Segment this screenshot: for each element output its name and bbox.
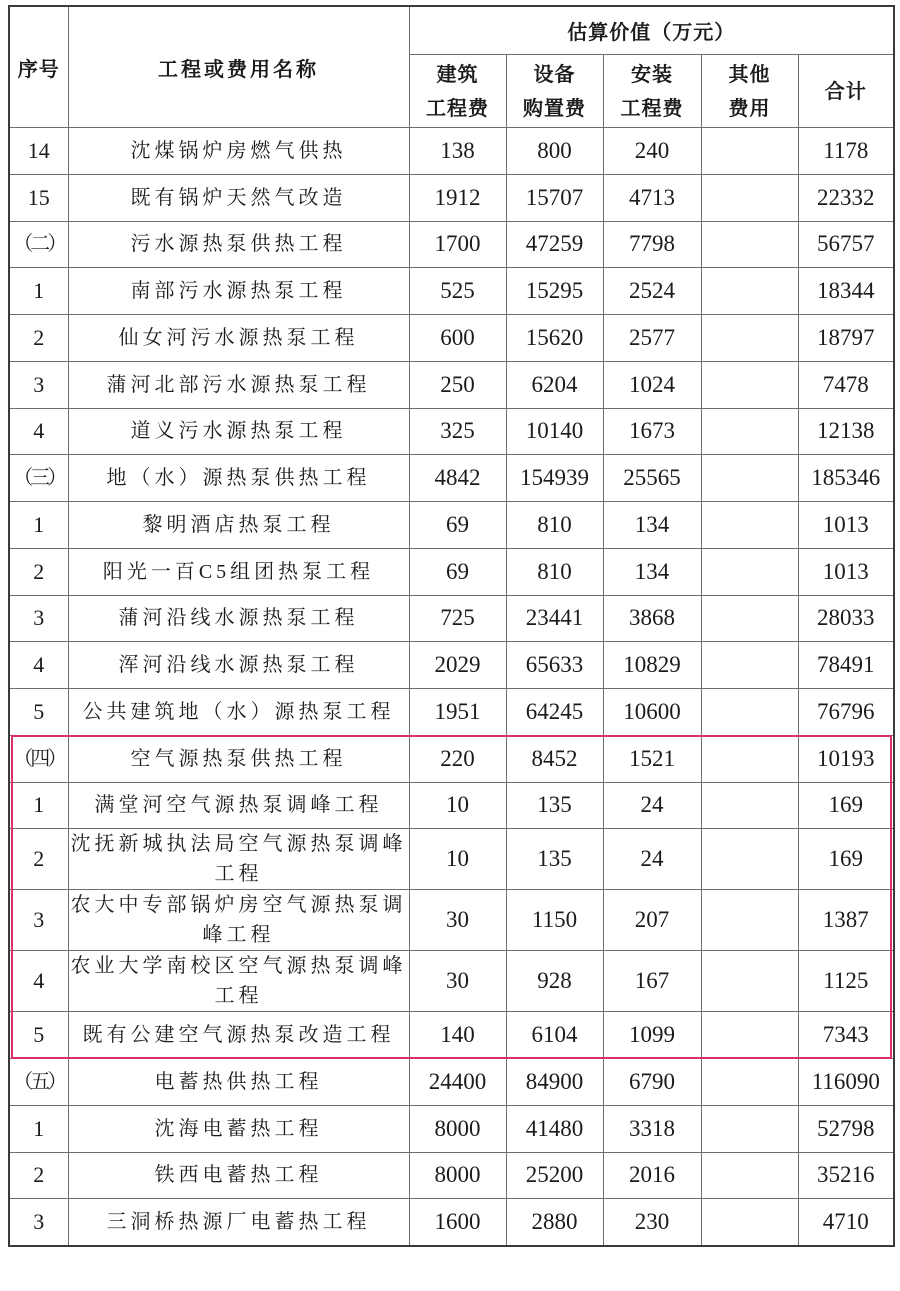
- project-name-cell: 沈煤锅炉房燃气供热: [68, 128, 409, 175]
- project-name-cell: 公共建筑地（水）源热泵工程: [68, 689, 409, 736]
- row-number-cell: 1: [9, 1105, 68, 1152]
- project-name-cell: 农业大学南校区空气源热泵调峰工程: [68, 951, 409, 1012]
- total-cost-cell: 1125: [798, 951, 894, 1012]
- table-row: [9, 829, 894, 890]
- table-row: [9, 455, 894, 502]
- total-cost-cell: 1013: [798, 548, 894, 595]
- equipment-cost-cell: 25200: [506, 1152, 603, 1199]
- table-row: [9, 548, 894, 595]
- header-total: [798, 55, 894, 128]
- row-number-cell: 5: [9, 1012, 68, 1059]
- construction-cost-cell: 325: [409, 408, 506, 455]
- row-number-cell: （五）: [9, 1059, 68, 1106]
- project-name-cell: 满堂河空气源热泵调峰工程: [68, 782, 409, 829]
- total-cost-cell: 1387: [798, 890, 894, 951]
- installation-cost-cell: 24: [603, 782, 701, 829]
- table-row: [9, 268, 894, 315]
- installation-cost-cell: 207: [603, 890, 701, 951]
- installation-cost-cell: 1521: [603, 735, 701, 782]
- project-name-cell: 铁西电蓄热工程: [68, 1152, 409, 1199]
- project-name-cell: 三洞桥热源厂电蓄热工程: [68, 1199, 409, 1246]
- installation-cost-cell: 2016: [603, 1152, 701, 1199]
- header-row: [9, 6, 894, 55]
- other-cost-cell: [701, 1199, 798, 1246]
- project-name-cell: 蒲河北部污水源热泵工程: [68, 361, 409, 408]
- other-cost-cell: [701, 642, 798, 689]
- installation-cost-cell: 2524: [603, 268, 701, 315]
- construction-cost-cell: 8000: [409, 1105, 506, 1152]
- construction-cost-cell: 1700: [409, 221, 506, 268]
- installation-cost-cell: 25565: [603, 455, 701, 502]
- total-cost-cell: 56757: [798, 221, 894, 268]
- other-cost-cell: [701, 128, 798, 175]
- other-cost-cell: [701, 361, 798, 408]
- total-cost-cell: 18344: [798, 268, 894, 315]
- table-body: [9, 128, 894, 1246]
- installation-cost-cell: 6790: [603, 1059, 701, 1106]
- installation-cost-cell: 230: [603, 1199, 701, 1246]
- installation-cost-cell: 240: [603, 128, 701, 175]
- equipment-cost-cell: 800: [506, 128, 603, 175]
- total-cost-cell: 78491: [798, 642, 894, 689]
- equipment-cost-cell: 47259: [506, 221, 603, 268]
- installation-cost-cell: 134: [603, 502, 701, 549]
- equipment-cost-cell: 1150: [506, 890, 603, 951]
- equipment-cost-cell: 2880: [506, 1199, 603, 1246]
- equipment-cost-cell: 135: [506, 782, 603, 829]
- construction-cost-cell: 24400: [409, 1059, 506, 1106]
- row-number-cell: （三）: [9, 455, 68, 502]
- project-name-cell: 既有锅炉天然气改造: [68, 174, 409, 221]
- header-label-line: 安装: [631, 62, 673, 86]
- construction-cost-cell: 1912: [409, 174, 506, 221]
- installation-cost-cell: 3868: [603, 595, 701, 642]
- other-cost-cell: [701, 595, 798, 642]
- installation-cost-cell: 10600: [603, 689, 701, 736]
- total-cost-cell: 76796: [798, 689, 894, 736]
- total-cost-cell: 12138: [798, 408, 894, 455]
- project-name-cell: 黎明酒店热泵工程: [68, 502, 409, 549]
- row-number-cell: 3: [9, 890, 68, 951]
- row-number-cell: 3: [9, 361, 68, 408]
- row-number-cell: 5: [9, 689, 68, 736]
- installation-cost-cell: 1099: [603, 1012, 701, 1059]
- installation-cost-cell: 4713: [603, 174, 701, 221]
- table-row: [9, 502, 894, 549]
- header-row-number: 序号: [9, 6, 68, 128]
- project-name-cell: 道义污水源热泵工程: [68, 408, 409, 455]
- other-cost-cell: [701, 502, 798, 549]
- row-number-cell: 2: [9, 1152, 68, 1199]
- other-cost-cell: [701, 890, 798, 951]
- installation-cost-cell: 134: [603, 548, 701, 595]
- other-cost-cell: [701, 174, 798, 221]
- construction-cost-cell: 8000: [409, 1152, 506, 1199]
- installation-cost-cell: 1024: [603, 361, 701, 408]
- cost-estimate-table: [8, 5, 895, 1247]
- project-name-cell: 沈抚新城执法局空气源热泵调峰工程: [68, 829, 409, 890]
- row-number-cell: 1: [9, 268, 68, 315]
- table-row: [9, 221, 894, 268]
- equipment-cost-cell: 810: [506, 548, 603, 595]
- table-row: [9, 951, 894, 1012]
- equipment-cost-cell: 8452: [506, 735, 603, 782]
- project-name-cell: 农大中专部锅炉房空气源热泵调峰工程: [68, 890, 409, 951]
- total-cost-cell: 22332: [798, 174, 894, 221]
- row-number-cell: 2: [9, 829, 68, 890]
- installation-cost-cell: 2577: [603, 315, 701, 362]
- construction-cost-cell: 69: [409, 502, 506, 549]
- project-name-cell: 空气源热泵供热工程: [68, 735, 409, 782]
- construction-cost-cell: 1951: [409, 689, 506, 736]
- header-other-cost: [701, 55, 798, 128]
- table-row: [9, 128, 894, 175]
- total-cost-cell: 4710: [798, 1199, 894, 1246]
- construction-cost-cell: 600: [409, 315, 506, 362]
- row-number-cell: 1: [9, 782, 68, 829]
- row-number-cell: （四）: [9, 735, 68, 782]
- equipment-cost-cell: 15295: [506, 268, 603, 315]
- construction-cost-cell: 525: [409, 268, 506, 315]
- total-cost-cell: 1013: [798, 502, 894, 549]
- equipment-cost-cell: 23441: [506, 595, 603, 642]
- project-name-cell: 南部污水源热泵工程: [68, 268, 409, 315]
- total-cost-cell: 52798: [798, 1105, 894, 1152]
- other-cost-cell: [701, 951, 798, 1012]
- project-name-cell: 电蓄热供热工程: [68, 1059, 409, 1106]
- header-estimated-value: 估算价值（万元）: [409, 6, 894, 55]
- equipment-cost-cell: 6104: [506, 1012, 603, 1059]
- other-cost-cell: [701, 1152, 798, 1199]
- total-cost-cell: 7478: [798, 361, 894, 408]
- header-equipment-cost: [506, 55, 603, 128]
- installation-cost-cell: 1673: [603, 408, 701, 455]
- construction-cost-cell: 30: [409, 951, 506, 1012]
- other-cost-cell: [701, 455, 798, 502]
- header-label-line: 合计: [824, 79, 867, 103]
- total-cost-cell: 28033: [798, 595, 894, 642]
- row-number-cell: 3: [9, 1199, 68, 1246]
- row-number-cell: 3: [9, 595, 68, 642]
- equipment-cost-cell: 928: [506, 951, 603, 1012]
- other-cost-cell: [701, 829, 798, 890]
- row-number-cell: 4: [9, 951, 68, 1012]
- equipment-cost-cell: 10140: [506, 408, 603, 455]
- construction-cost-cell: 4842: [409, 455, 506, 502]
- construction-cost-cell: 220: [409, 735, 506, 782]
- header-label-line: 工程费: [620, 96, 684, 120]
- total-cost-cell: 116090: [798, 1059, 894, 1106]
- table-row: [9, 890, 894, 951]
- table-row: [9, 1059, 894, 1106]
- equipment-cost-cell: 84900: [506, 1059, 603, 1106]
- other-cost-cell: [701, 408, 798, 455]
- construction-cost-cell: 10: [409, 782, 506, 829]
- header-label-line: 建筑: [436, 62, 479, 86]
- other-cost-cell: [701, 1059, 798, 1106]
- header-label-line: 费用: [728, 96, 771, 120]
- table-row: [9, 408, 894, 455]
- installation-cost-cell: 10829: [603, 642, 701, 689]
- row-number-cell: 2: [9, 548, 68, 595]
- table-row: [9, 735, 894, 782]
- equipment-cost-cell: 810: [506, 502, 603, 549]
- equipment-cost-cell: 41480: [506, 1105, 603, 1152]
- total-cost-cell: 35216: [798, 1152, 894, 1199]
- row-number-cell: （二）: [9, 221, 68, 268]
- table-row: [9, 1012, 894, 1059]
- header-label-line: 设备: [533, 62, 576, 86]
- construction-cost-cell: 250: [409, 361, 506, 408]
- equipment-cost-cell: 15620: [506, 315, 603, 362]
- equipment-cost-cell: 65633: [506, 642, 603, 689]
- row-number-cell: 2: [9, 315, 68, 362]
- table-row: [9, 689, 894, 736]
- project-name-cell: 沈海电蓄热工程: [68, 1105, 409, 1152]
- table-row: [9, 361, 894, 408]
- construction-cost-cell: 725: [409, 595, 506, 642]
- other-cost-cell: [701, 689, 798, 736]
- header-construction-cost: [409, 55, 506, 128]
- equipment-cost-cell: 154939: [506, 455, 603, 502]
- construction-cost-cell: 69: [409, 548, 506, 595]
- other-cost-cell: [701, 315, 798, 362]
- header-label-line: 工程费: [426, 96, 489, 120]
- installation-cost-cell: 24: [603, 829, 701, 890]
- equipment-cost-cell: 64245: [506, 689, 603, 736]
- project-name-cell: 蒲河沿线水源热泵工程: [68, 595, 409, 642]
- equipment-cost-cell: 15707: [506, 174, 603, 221]
- equipment-cost-cell: 135: [506, 829, 603, 890]
- table-row: [9, 1199, 894, 1246]
- equipment-cost-cell: 6204: [506, 361, 603, 408]
- total-cost-cell: 169: [798, 782, 894, 829]
- total-cost-cell: 10193: [798, 735, 894, 782]
- construction-cost-cell: 10: [409, 829, 506, 890]
- table-row: [9, 315, 894, 362]
- total-cost-cell: 1178: [798, 128, 894, 175]
- project-name-cell: 浑河沿线水源热泵工程: [68, 642, 409, 689]
- row-number-cell: 15: [9, 174, 68, 221]
- other-cost-cell: [701, 548, 798, 595]
- other-cost-cell: [701, 782, 798, 829]
- construction-cost-cell: 1600: [409, 1199, 506, 1246]
- project-name-cell: 阳光一百C5组团热泵工程: [68, 548, 409, 595]
- row-number-cell: 4: [9, 642, 68, 689]
- header-installation-cost: [603, 55, 701, 128]
- header-label-line: 购置费: [523, 96, 586, 120]
- project-name-cell: 地（水）源热泵供热工程: [68, 455, 409, 502]
- construction-cost-cell: 2029: [409, 642, 506, 689]
- other-cost-cell: [701, 221, 798, 268]
- row-number-cell: 4: [9, 408, 68, 455]
- table-row: [9, 1105, 894, 1152]
- other-cost-cell: [701, 735, 798, 782]
- other-cost-cell: [701, 1012, 798, 1059]
- construction-cost-cell: 138: [409, 128, 506, 175]
- table-row: [9, 174, 894, 221]
- construction-cost-cell: 140: [409, 1012, 506, 1059]
- total-cost-cell: 185346: [798, 455, 894, 502]
- installation-cost-cell: 7798: [603, 221, 701, 268]
- table-row: [9, 782, 894, 829]
- total-cost-cell: 7343: [798, 1012, 894, 1059]
- construction-cost-cell: 30: [409, 890, 506, 951]
- table-row: [9, 1152, 894, 1199]
- project-name-cell: 既有公建空气源热泵改造工程: [68, 1012, 409, 1059]
- other-cost-cell: [701, 1105, 798, 1152]
- installation-cost-cell: 167: [603, 951, 701, 1012]
- table-row: [9, 642, 894, 689]
- total-cost-cell: 18797: [798, 315, 894, 362]
- row-number-cell: 14: [9, 128, 68, 175]
- project-name-cell: 污水源热泵供热工程: [68, 221, 409, 268]
- header-project-name: 工程或费用名称: [68, 6, 409, 128]
- table-header: [9, 6, 894, 128]
- row-number-cell: 1: [9, 502, 68, 549]
- installation-cost-cell: 3318: [603, 1105, 701, 1152]
- header-label-line: 其他: [728, 62, 771, 86]
- table-row: [9, 595, 894, 642]
- total-cost-cell: 169: [798, 829, 894, 890]
- project-name-cell: 仙女河污水源热泵工程: [68, 315, 409, 362]
- other-cost-cell: [701, 268, 798, 315]
